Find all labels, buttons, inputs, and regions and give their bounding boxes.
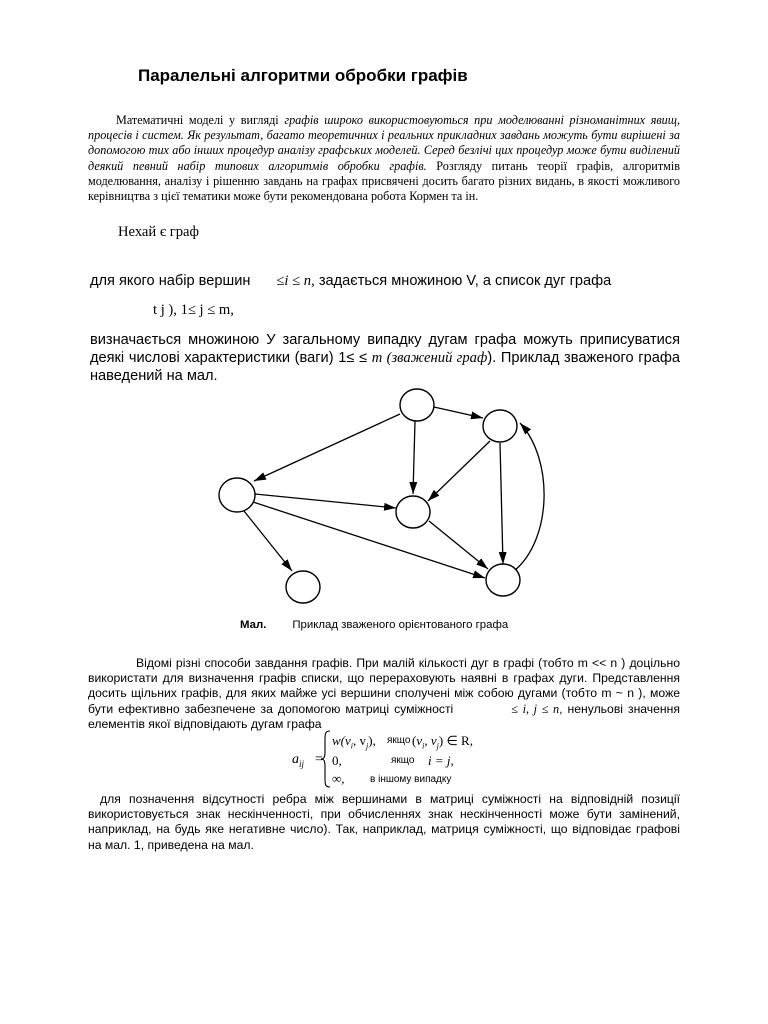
graph-vertex: [400, 389, 434, 421]
intro-rest: Розгляду питань теорії графів, алгоритмів моделювання, аналізу і рішенню завдань на графах присвячені досить багато різних видань, в якості можливого керівництва з цієї тематики може бути рекомендована робота Кормен та ін.: [88, 158, 681, 204]
infinity-paragraph: для позначення відсутності ребра між вершинами в матриці суміжності на відповідній позиції використовується знак нескінченності, при обчисленнях знак нескінченності може бути замінений, наприклад, на будь яке негативне число). Так, наприклад, матриця суміжності, що відповідає графові на мал. 1, приведена на мал.: [88, 792, 680, 852]
graph-definition-line: Нехай є граф: [118, 224, 199, 240]
graph-edge: [255, 494, 396, 508]
formula-row2-cond-word: якщо: [391, 755, 415, 766]
graph-vertex: [486, 564, 520, 596]
graph-edge: [429, 521, 488, 569]
representation-text-b: , ненульові значення елементів якої відповідають дугам графа: [88, 701, 680, 731]
vertices-text: для якого набір вершин: [90, 273, 251, 289]
graph-edge-curved: [514, 423, 544, 571]
graph-edge: [500, 443, 503, 564]
formula-row2-cond: i = j,: [428, 753, 454, 768]
graph-edge: [428, 441, 490, 501]
representation-text-a: Відомі різні способи завдання графів. При малій кількості дуг в графі (тобто m << n ) доцільно використати для визначення графів списки, що перераховують наявні в графах дуги. Представлення досить щільних графів, для яких майже усі вершини сполучені між собою дугами (тобто m ~ n ), може бути ефективно забезпечене за допомогою матриці суміжності: [88, 656, 680, 716]
formula-row1-cond: ($v_i$, $v_j$) ∈ R,: [412, 733, 473, 751]
representation-paragraph: [88, 656, 680, 732]
formula-row3-expr: ∞,: [332, 771, 345, 786]
page-title: Паралельні алгоритми обробки графів: [138, 66, 468, 85]
weights-math: m: [371, 350, 383, 366]
caption-label: Мал.: [240, 619, 267, 631]
graph-edge: [413, 421, 415, 494]
graph-vertex: [286, 571, 320, 603]
figure-caption: [240, 619, 508, 631]
formula-row1-cond-expr: ∈ R,: [446, 733, 473, 748]
formula-row3-cond-word: в іншому випадку: [370, 774, 452, 785]
formula-equals: =: [315, 752, 323, 767]
formula-row1-cond-word: якщо: [387, 735, 411, 746]
weights-italic: (зважений граф: [382, 350, 488, 366]
caption-text: Приклад зваженого орієнтованого графа: [292, 619, 509, 631]
graph-edge: [434, 407, 483, 418]
graph-vertex: [483, 410, 517, 442]
formula-brace: [320, 730, 332, 788]
vertices-rest: задається множиною V, а список дуг графа: [318, 273, 612, 289]
formula-lhs: [292, 752, 304, 769]
formula-row1-expr: w(v: [332, 733, 351, 748]
vertices-math: ≤i ≤ n,: [276, 273, 315, 289]
graph-edge: [244, 511, 292, 571]
graph-vertex: [396, 496, 430, 528]
representation-math: ≤ i, j ≤ n: [511, 701, 560, 716]
weights-text-a: визначається множиною У загальному випадку дугам графа можуть приписуватися деякі числові характеристики (ваги) 1≤ ≤: [90, 332, 680, 366]
graph-edge: [254, 414, 400, 481]
formula-row2-expr: 0,: [332, 753, 342, 768]
intro-italic: графів широко використовуються при моделюванні різноманітних явищ, процесів і систем. Як результат, багато теоретичних і реальних прикладних завдань можуть бути вирішені за допомогою тих або інших процедур аналізу графських моделей. Серед безлічі цих процедур може бути виділений деякий певний набір типових алгоритмів обробки графів.: [88, 113, 680, 173]
adjacency-formula: [290, 728, 485, 788]
intro-lead: Математичні моделі у вигляді: [116, 113, 285, 127]
arcs-line: t j ), 1≤ j ≤ m,: [153, 302, 234, 318]
graph-vertex: [219, 478, 255, 512]
formula-lhs-symbol: a: [292, 752, 299, 767]
weights-text-b: ). Приклад зваженого графа наведений на мал.: [90, 350, 680, 384]
formula-row1: $w(v_i$, $v_j$),: [332, 733, 376, 751]
formula-lhs-sub: ij: [299, 758, 305, 769]
